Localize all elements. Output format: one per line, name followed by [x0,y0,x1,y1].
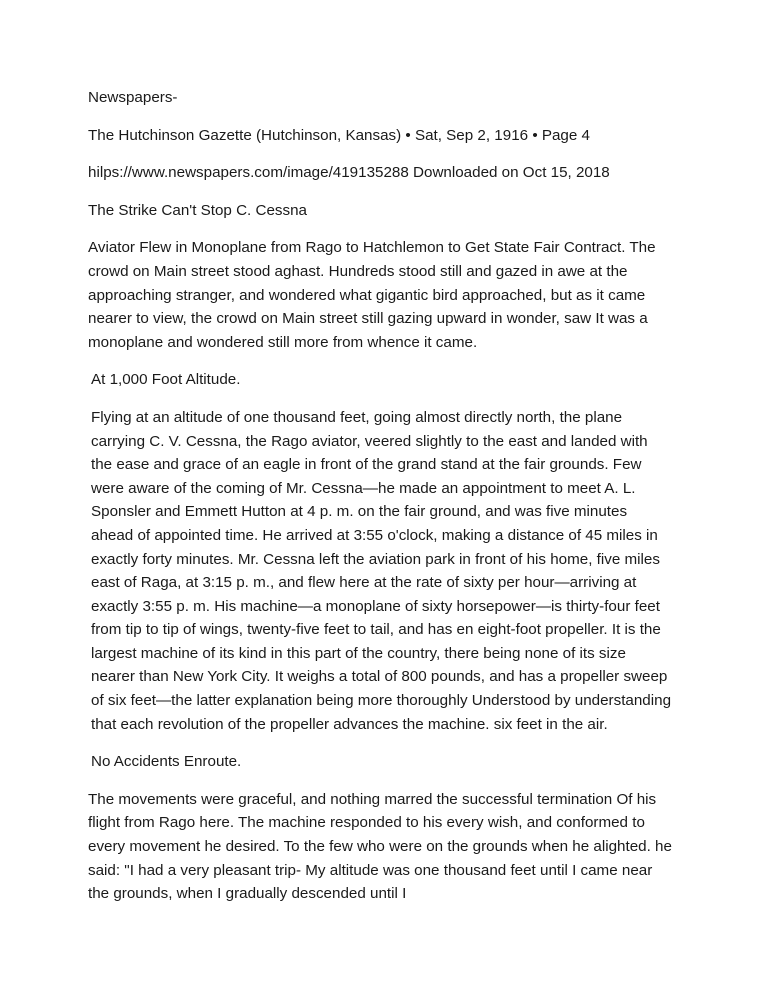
link-line: hilps://www.newspapers.com/image/419135288 Downloaded on Oct 15, 2018 [88,164,610,182]
subheading-no-accidents: No Accidents Enroute. [91,753,242,771]
citation-line: The Hutchinson Gazette (Hutchinson, Kansas) • Sat, Sep 2, 1916 • Page 4 [88,126,590,144]
subheading-altitude: At 1,000 Foot Altitude. [91,371,241,389]
paragraph-flight: Flying at an altitude of one thousand feet, going almost directly north, the plane carrying C. V. Cessna, the Rago aviator, veered slightly to the east and landed with the ease and grace of an eagle in front of the grand stand at the fair grounds. Few were aware of the coming of Mr. Cessna—he made an appointment to meet A. L. Sponsler and Emmett Hutton at 4 p. m. on the fair ground, and was five minutes ahead of appointed time. He arrived at 3:55 o'clock, making a distance of 45 miles in exactly forty minutes. Mr. Cessna left the aviation park in front of his home, five miles east of Raga, at 3:15 p. m., and flew here at the rate of sixty per hour—arriving at exactly 3:55 p. m. His machine—a monoplane of sixty horsepower—is thirty-four feet from tip to tip of wings, twenty-five feet to tail, and has en eight-foot propeller. It is the largest machine of its kind in this part of the country, there being none of its size nearer than New York City. It weighs a total of 800 pounds, and has a propeller sweep of six feet—the latter explanation being more thoroughly Understood by understanding that each revolution of the propeller advances the machine. six feet in the air. [91,408,672,733]
paragraph-intro: Aviator Flew in Monoplane from Rago to Hatchlemon to Get State Fair Contract. The crowd on Main street stood aghast. Hundreds stood still and gazed in awe at the approaching stranger, and wondered what gigantic bird approached, but as it came nearer to view, the crowd on Main street still gazing upward in wonder, saw It was a monoplane and wondered still more from whence it came. [88,239,656,351]
source-label: Newspapers- [88,89,178,106]
headline: The Strike Can't Stop C. Cessna [88,201,307,219]
paragraph-movements: The movements were graceful, and nothing marred the successful termination Of his flight from Rago here. The machine responded to his every wish, and conformed to every movement he desired. To the few who were on the grounds when he alighted. he said: "I had a very pleasant trip- My altitude was one thousand feet until I came near the grounds, when I gradually descended until I [88,790,672,903]
document-page [88,86,672,920]
